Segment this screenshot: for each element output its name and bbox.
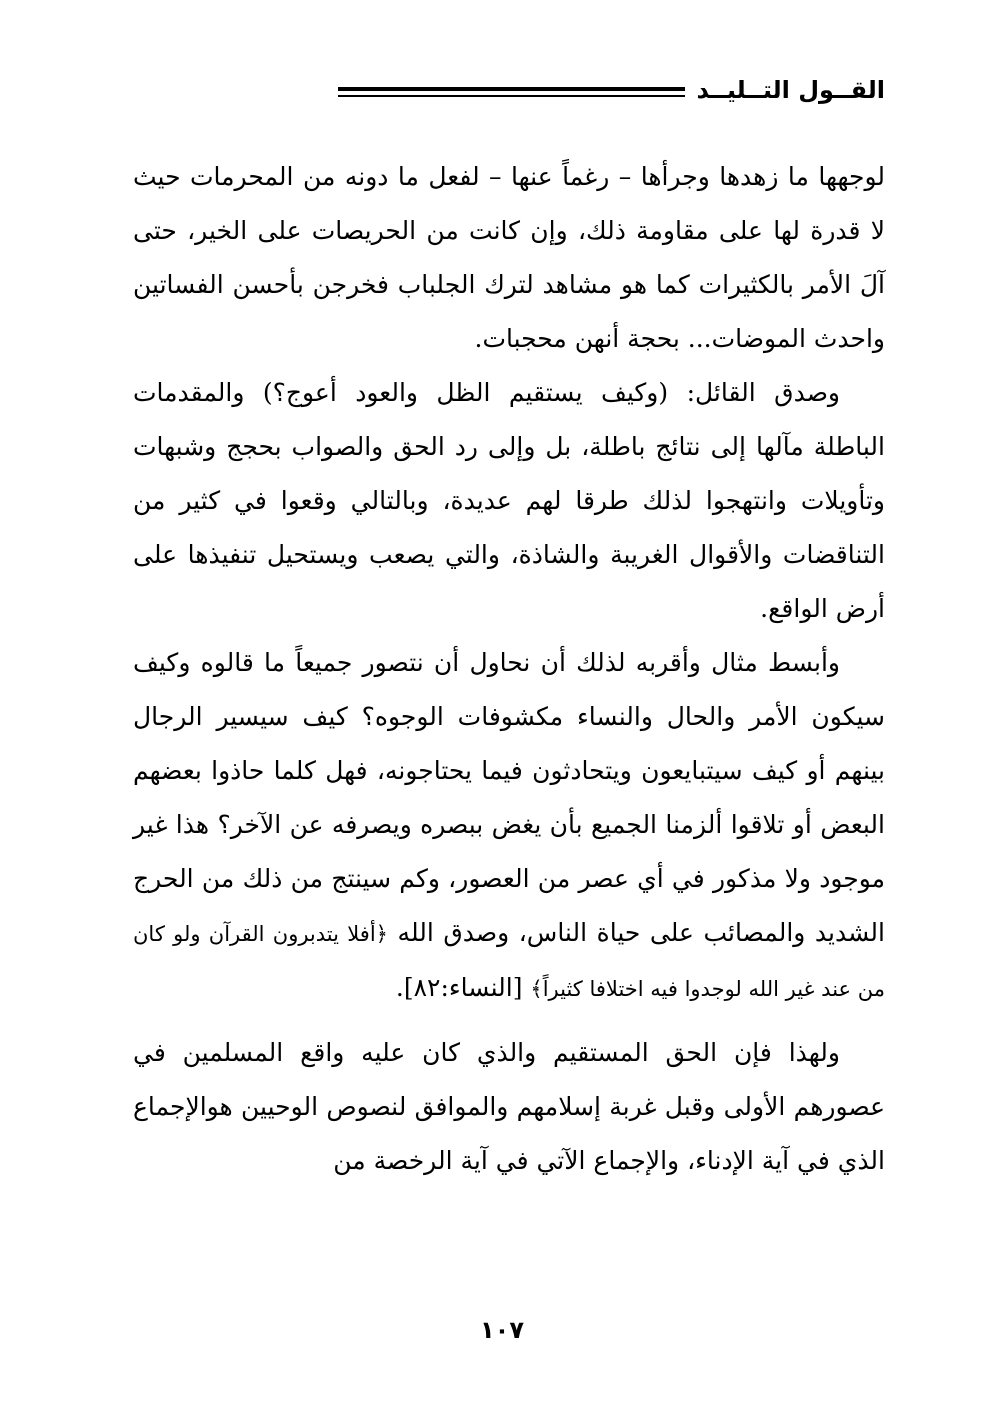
body-text bbox=[133, 150, 885, 1188]
verse-citation: [النساء:٨٢]. bbox=[395, 973, 523, 1002]
header-double-rule bbox=[338, 87, 685, 98]
quran-verse: ﴿أفلا يتدبرون القرآن ولو كان من عند غير الله لوجدوا فيه اختلافا كثيراً﴾ bbox=[133, 922, 885, 1001]
header-rule-thick bbox=[338, 87, 685, 91]
header-rule-thin bbox=[338, 95, 685, 97]
running-header bbox=[133, 70, 885, 110]
paragraph-3 bbox=[133, 636, 885, 1016]
paragraph-3-text: وأبسط مثال وأقربه لذلك أن نحاول أن نتصور جميعاً ما قالوه وكيف سيكون الأمر والحال والنساء مكشوفات الوجوه؟ كيف سيسير الرجال بينهم أو كيف سيتبايعون ويتحادثون فيما يحتاجونه، فهل كلما حاذوا بعضهم البعض أو تلاقوا ألزمنا الجميع بأن يغض ببصره ويصرفه عن الآخر؟ هذا غير موجود ولا مذكور في أي عصر من العصور، وكم سينتج من ذلك من الحرج الشديد والمصائب على حياة الناس، وصدق الله bbox=[133, 648, 885, 947]
paragraph-2: وصدق القائل: (وكيف يستقيم الظل والعود أعوج؟) والمقدمات الباطلة مآلها إلى نتائج باطلة، بل وإلى رد الحق والصواب بحجج وشبهات وتأويلات وانتهجوا لذلك طرقا لهم عديدة، وبالتالي وقعوا في كثير من التناقضات والأقوال الغريبة والشاذة، والتي يصعب ويستحيل تنفيذها على أرض الواقع. bbox=[133, 378, 885, 623]
paragraph-4: ولهذا فإن الحق المستقيم والذي كان عليه واقع المسلمين في عصورهم الأولى وقبل غربة إسلامهم والموافق لنصوص الوحيين هوالإجماع الذي في آية الإدناء، والإجماع الآتي في آية الرخصة من bbox=[133, 1038, 885, 1175]
page-number: ١٠٧ bbox=[480, 1316, 524, 1344]
header-title: القــول التــليــد bbox=[696, 76, 885, 104]
paragraph-1: لوجهها ما زهدها وجرأها – رغماً عنها – لفعل ما دونه من المحرمات حيث لا قدرة لها على مقاومة ذلك، وإن كانت من الحريصات على الخير، حتى آلَ الأمر بالكثيرات كما هو مشاهد لترك الجلباب فخرجن بأحسن الفساتين واحدث الموضات... بحجة أنهن محجبات. bbox=[133, 162, 885, 353]
